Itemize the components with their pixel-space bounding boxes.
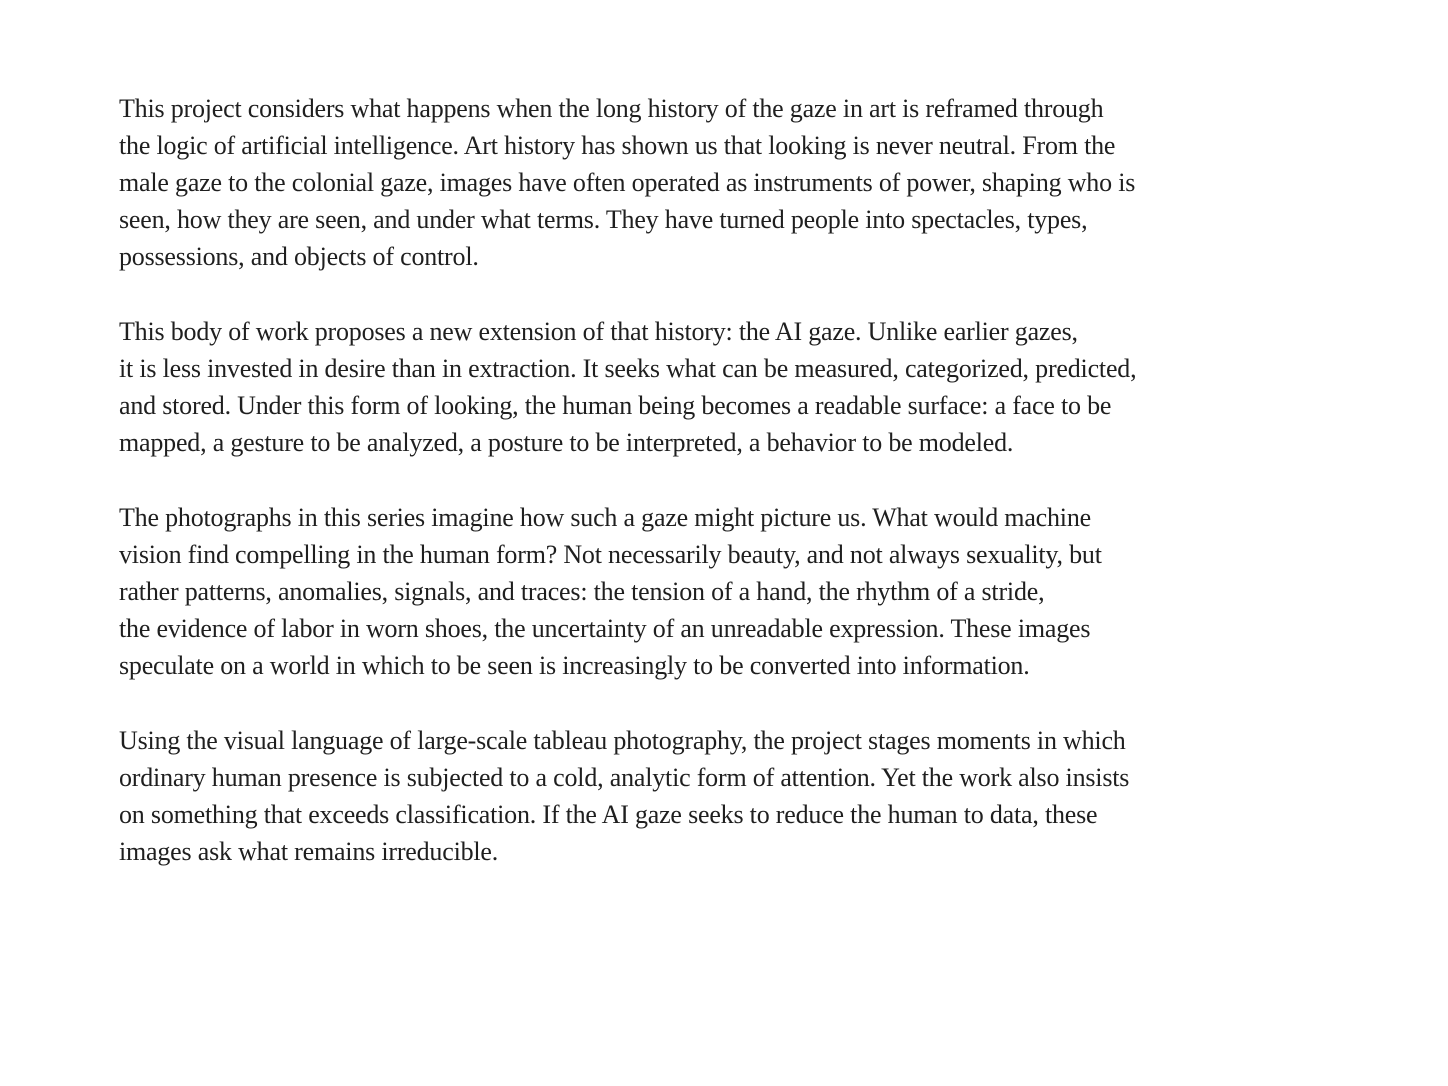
text-line: This body of work proposes a new extension of that history: the AI gaze. Unlike earlier gazes, (119, 317, 1078, 346)
text-line: Using the visual language of large-scale tableau photography, the project stages moments in which (119, 726, 1126, 755)
text-line: possessions, and objects of control. (119, 242, 479, 271)
text-line: ordinary human presence is subjected to a cold, analytic form of attention. Yet the work also insists (119, 763, 1130, 792)
paragraph (119, 313, 1229, 461)
paragraph (119, 722, 1229, 870)
text-line: rather patterns, anomalies, signals, and traces: the tension of a hand, the rhythm of a stride, (119, 577, 1045, 606)
text-line: speculate on a world in which to be seen is increasingly to be converted into information. (119, 651, 1030, 680)
text-line: images ask what remains irreducible. (119, 837, 499, 866)
text-line: The photographs in this series imagine how such a gaze might picture us. What would machine (119, 503, 1091, 532)
text-line: This project considers what happens when the long history of the gaze in art is reframed through (119, 94, 1104, 123)
artist-statement (119, 90, 1229, 908)
text-line: the logic of artificial intelligence. Art history has shown us that looking is never neutral. From the (119, 131, 1116, 160)
text-line: and stored. Under this form of looking, the human being becomes a readable surface: a face to be (119, 391, 1112, 420)
text-line: mapped, a gesture to be analyzed, a posture to be interpreted, a behavior to be modeled. (119, 428, 1014, 457)
text-line: vision find compelling in the human form? Not necessarily beauty, and not always sexuality, but (119, 540, 1102, 569)
text-line: the evidence of labor in worn shoes, the uncertainty of an unreadable expression. These images (119, 614, 1091, 643)
text-line: it is less invested in desire than in extraction. It seeks what can be measured, categorized, predicted, (119, 354, 1137, 383)
text-line: on something that exceeds classification. If the AI gaze seeks to reduce the human to data, these (119, 800, 1098, 829)
paragraph (119, 90, 1229, 275)
text-line: seen, how they are seen, and under what terms. They have turned people into spectacles, types, (119, 205, 1088, 234)
text-line: male gaze to the colonial gaze, images have often operated as instruments of power, shaping who is (119, 168, 1136, 197)
paragraph (119, 499, 1229, 684)
